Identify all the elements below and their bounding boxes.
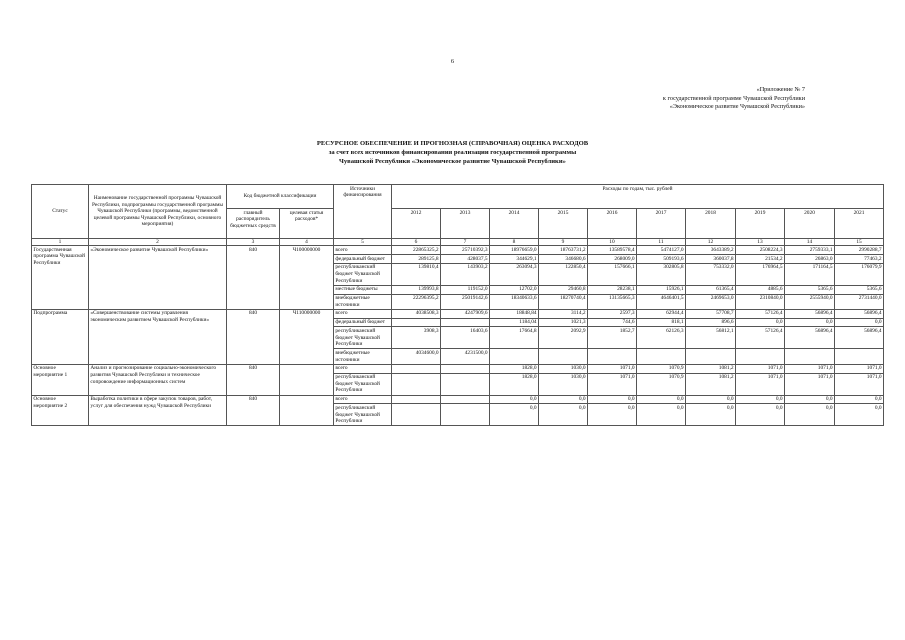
column-index: 12 (686, 239, 736, 246)
row-value (785, 349, 835, 364)
column-index: 11 (637, 239, 686, 246)
row-value: 1828,0 (490, 373, 539, 395)
row-value: 25710392,3 (441, 246, 490, 255)
row-value (588, 349, 637, 364)
row-value: 3114,2 (539, 309, 588, 318)
row-grbs: 840 (227, 364, 280, 395)
row-value: 56896,4 (785, 309, 835, 318)
header-year: 2016 (588, 209, 637, 239)
row-value: 0,0 (490, 404, 539, 426)
row-value: 0,0 (835, 318, 884, 327)
row-value: 18763731,2 (539, 246, 588, 255)
row-target: Ч110000000 (280, 309, 334, 364)
row-source: республиканский бюджет Чувашской Республики (334, 327, 392, 349)
row-value: 0,0 (637, 395, 686, 404)
row-value: 1081,2 (686, 373, 736, 395)
row-value: 62126,3 (637, 327, 686, 349)
row-value: 4034600,0 (392, 349, 441, 364)
row-value: 360037,8 (686, 254, 736, 263)
row-value: 5474127,0 (637, 246, 686, 255)
row-value: 1071,0 (785, 373, 835, 395)
row-value: 2731440,0 (835, 294, 884, 309)
header-year: 2020 (785, 209, 835, 239)
row-target (280, 364, 334, 395)
row-value: 5365,6 (835, 285, 884, 294)
row-grbs: 840 (227, 309, 280, 364)
row-value: 56896,4 (835, 309, 884, 318)
row-value (441, 373, 490, 395)
row-value: 56896,4 (785, 327, 835, 349)
row-grbs: 840 (227, 395, 280, 426)
header-sources: Источники финансирования (334, 185, 392, 239)
row-value (637, 349, 686, 364)
row-value: 28238,1 (588, 285, 637, 294)
row-value: 13135665,3 (588, 294, 637, 309)
row-value: 15926,1 (637, 285, 686, 294)
column-index: 3 (227, 239, 280, 246)
row-value: 896,6 (686, 318, 736, 327)
column-index: 8 (490, 239, 539, 246)
row-name: «Экономическое развитие Чувашской Республики» (89, 246, 227, 310)
table-row (32, 246, 884, 255)
row-value: 1184,04 (490, 318, 539, 327)
row-grbs: 840 (227, 246, 280, 310)
row-value: 0,0 (686, 395, 736, 404)
row-value (392, 395, 441, 404)
row-value: 4247909,6 (441, 309, 490, 318)
row-source: местные бюджеты (334, 285, 392, 294)
row-value: 0,0 (736, 404, 785, 426)
row-value: 5365,6 (785, 285, 835, 294)
row-value: 263094,3 (490, 263, 539, 285)
row-value: 1071,0 (736, 364, 785, 373)
row-value: 0,0 (490, 395, 539, 404)
row-value: 1852,7 (588, 327, 637, 349)
row-value: 0,0 (686, 404, 736, 426)
row-value (441, 318, 490, 327)
row-source: федеральный бюджет (334, 318, 392, 327)
row-status: Государственная программа Чувашской Республики (32, 246, 89, 310)
row-value (441, 395, 490, 404)
row-value: 1030,0 (539, 364, 588, 373)
row-value (441, 404, 490, 426)
row-target: Ч100000000 (280, 246, 334, 310)
row-value: 344629,1 (490, 254, 539, 263)
row-value: 1021,3 (539, 318, 588, 327)
row-name: «Совершенствование системы управления экономическим развитием Чувашской Республики» (89, 309, 227, 364)
row-source: всего (334, 395, 392, 404)
row-value: 1071,0 (588, 373, 637, 395)
row-value: 122850,4 (539, 263, 588, 285)
row-value: 56896,4 (835, 327, 884, 349)
row-source: внебюджетные источники (334, 294, 392, 309)
row-source: республиканский бюджет Чувашской Республики (334, 373, 392, 395)
row-value: 0,0 (835, 404, 884, 426)
header-expenses: Расходы по годам, тыс. рублей (392, 185, 884, 209)
row-value: 509193,6 (637, 254, 686, 263)
row-value: 1071,0 (785, 364, 835, 373)
row-name: Анализ и прогнозирование социально-экономического развития Чувашской Республики и техническое сопровождение информационных систем (89, 364, 227, 395)
row-value (835, 349, 884, 364)
row-value (392, 364, 441, 373)
row-value: 18270740,4 (539, 294, 588, 309)
row-value: 157666,1 (588, 263, 637, 285)
row-value: 22296395,2 (392, 294, 441, 309)
header-year: 2015 (539, 209, 588, 239)
row-value: 1030,0 (539, 373, 588, 395)
row-value: 57126,4 (736, 327, 785, 349)
row-value: 0,0 (736, 318, 785, 327)
row-value: 16403,6 (441, 327, 490, 349)
table-row (32, 309, 884, 318)
row-value: 2508224,3 (736, 246, 785, 255)
row-value (392, 373, 441, 395)
document-title (0, 140, 905, 166)
title-line: РЕСУРСНОЕ ОБЕСПЕЧЕНИЕ И ПРОГНОЗНАЯ (СПРАВОЧНАЯ) ОЦЕНКА РАСХОДОВ (316, 140, 589, 147)
row-value: 818,1 (637, 318, 686, 327)
row-source: всего (334, 246, 392, 255)
row-status: Основное мероприятие 2 (32, 395, 89, 426)
column-index: 10 (588, 239, 637, 246)
row-source: федеральный бюджет (334, 254, 392, 263)
row-value: 0,0 (835, 395, 884, 404)
row-value: 0,0 (785, 395, 835, 404)
resource-table (31, 184, 884, 426)
column-index: 15 (835, 239, 884, 246)
column-index: 2 (89, 239, 227, 246)
row-value: 176079,9 (835, 263, 884, 285)
row-value: 1071,0 (835, 364, 884, 373)
column-index: 14 (785, 239, 835, 246)
title-line: за счет всех источников финансирования реализации государственной программы (328, 148, 577, 156)
row-target (280, 395, 334, 426)
row-value: 176964,5 (736, 263, 785, 285)
header-name: Наименование государственной программы Чувашской Республики, подпрограммы государственной программы Чувашской Республики (программы, ведомственной целевой программы Чувашской Республики, основного мероприятия) (89, 185, 227, 239)
row-value: 428037,5 (441, 254, 490, 263)
row-value: 4231500,0 (441, 349, 490, 364)
row-value: 0,0 (588, 395, 637, 404)
table-row (32, 364, 884, 373)
row-value: 3908,3 (392, 327, 441, 349)
row-value: 57126,4 (736, 309, 785, 318)
row-value: 4038508,3 (392, 309, 441, 318)
row-value: 18848,84 (490, 309, 539, 318)
row-value: 0,0 (785, 318, 835, 327)
row-value: 119152,0 (441, 285, 490, 294)
row-value: 0,0 (539, 404, 588, 426)
row-value: 61365,4 (686, 285, 736, 294)
row-value: 2555940,0 (785, 294, 835, 309)
column-index: 6 (392, 239, 441, 246)
row-value: 171164,5 (785, 263, 835, 285)
column-index: 5 (334, 239, 392, 246)
row-value: 0,0 (539, 395, 588, 404)
row-value: 2990288,7 (835, 246, 884, 255)
page-number: 6 (450, 58, 455, 65)
header-budget-code: Код бюджетной классификации (227, 185, 334, 209)
column-index: 4 (280, 239, 334, 246)
row-value: 29460,8 (539, 285, 588, 294)
column-index: 1 (32, 239, 89, 246)
header-grbs: главный распорядитель бюджетных средств (227, 209, 280, 239)
row-status: Подпрограмма (32, 309, 89, 364)
row-value: 22865325,2 (392, 246, 441, 255)
header-year: 2013 (441, 209, 490, 239)
row-value: 17664,8 (490, 327, 539, 349)
row-value: 1081,2 (686, 364, 736, 373)
row-value: 302805,8 (637, 263, 686, 285)
row-value: 18976659,0 (490, 246, 539, 255)
row-value: 13589578,4 (588, 246, 637, 255)
row-value: 4646401,5 (637, 294, 686, 309)
row-value: 2597,3 (588, 309, 637, 318)
row-source: республиканский бюджет Чувашской Республики (334, 404, 392, 426)
appendix-line: «Приложение № 7 (756, 86, 805, 93)
row-value: 139993,8 (392, 285, 441, 294)
row-value (539, 349, 588, 364)
appendix-line: «Экономическое развитие Чувашской Республики» (669, 103, 805, 110)
header-year: 2017 (637, 209, 686, 239)
row-value: 1070,9 (637, 373, 686, 395)
row-source: всего (334, 309, 392, 318)
row-value: 0,0 (588, 404, 637, 426)
row-value: 3643389,2 (686, 246, 736, 255)
row-value: 4885,6 (736, 285, 785, 294)
table-row (32, 395, 884, 404)
row-value: 25019142,6 (441, 294, 490, 309)
row-value: 2310840,0 (736, 294, 785, 309)
appendix-note (545, 86, 805, 112)
row-value: 1071,0 (736, 373, 785, 395)
row-value: 18340633,6 (490, 294, 539, 309)
row-value: 744,6 (588, 318, 637, 327)
row-value (441, 364, 490, 373)
row-value: 1071,0 (835, 373, 884, 395)
row-value: 12702,0 (490, 285, 539, 294)
appendix-line: к государственной программе Чувашской Республики (662, 94, 805, 102)
row-name: Выработка политики в сфере закупок товаров, работ, услуг для обеспечения нужд Чувашской Республики (89, 395, 227, 426)
header-year: 2014 (490, 209, 539, 239)
row-value: 0,0 (736, 395, 785, 404)
row-value: 0,0 (637, 404, 686, 426)
header-year: 2021 (835, 209, 884, 239)
row-value: 1071,0 (588, 364, 637, 373)
row-value: 62944,4 (637, 309, 686, 318)
column-index: 13 (736, 239, 785, 246)
column-index: 7 (441, 239, 490, 246)
row-value: 77463,2 (835, 254, 884, 263)
row-value (392, 404, 441, 426)
row-value: 1828,0 (490, 364, 539, 373)
row-value: 57708,7 (686, 309, 736, 318)
row-value (686, 349, 736, 364)
row-source: республиканский бюджет Чувашской Республики (334, 263, 392, 285)
row-value: 2469653,0 (686, 294, 736, 309)
row-value: 0,0 (785, 404, 835, 426)
title-line: Чувашской Республики «Экономическое развитие Чувашской Республики» (339, 157, 566, 165)
row-source: внебюджетные источники (334, 349, 392, 364)
row-value: 1070,9 (637, 364, 686, 373)
row-status: Основное мероприятие 1 (32, 364, 89, 395)
row-value: 289125,8 (392, 254, 441, 263)
row-value: 21534,2 (736, 254, 785, 263)
header-year: 2019 (736, 209, 785, 239)
row-value (392, 318, 441, 327)
row-value (736, 349, 785, 364)
header-status: Статус (32, 185, 89, 239)
row-value: 26863,0 (785, 254, 835, 263)
header-target: целевая статья расходов* (280, 209, 334, 239)
row-value: 2092,9 (539, 327, 588, 349)
header-year: 2012 (392, 209, 441, 239)
row-value: 139810,4 (392, 263, 441, 285)
row-value: 346680,6 (539, 254, 588, 263)
row-value: 268009,0 (588, 254, 637, 263)
row-source: всего (334, 364, 392, 373)
row-value (490, 349, 539, 364)
row-value: 2759333,1 (785, 246, 835, 255)
row-value: 143903,2 (441, 263, 490, 285)
header-year: 2018 (686, 209, 736, 239)
row-value: 56812,1 (686, 327, 736, 349)
column-index: 9 (539, 239, 588, 246)
row-value: 753332,0 (686, 263, 736, 285)
